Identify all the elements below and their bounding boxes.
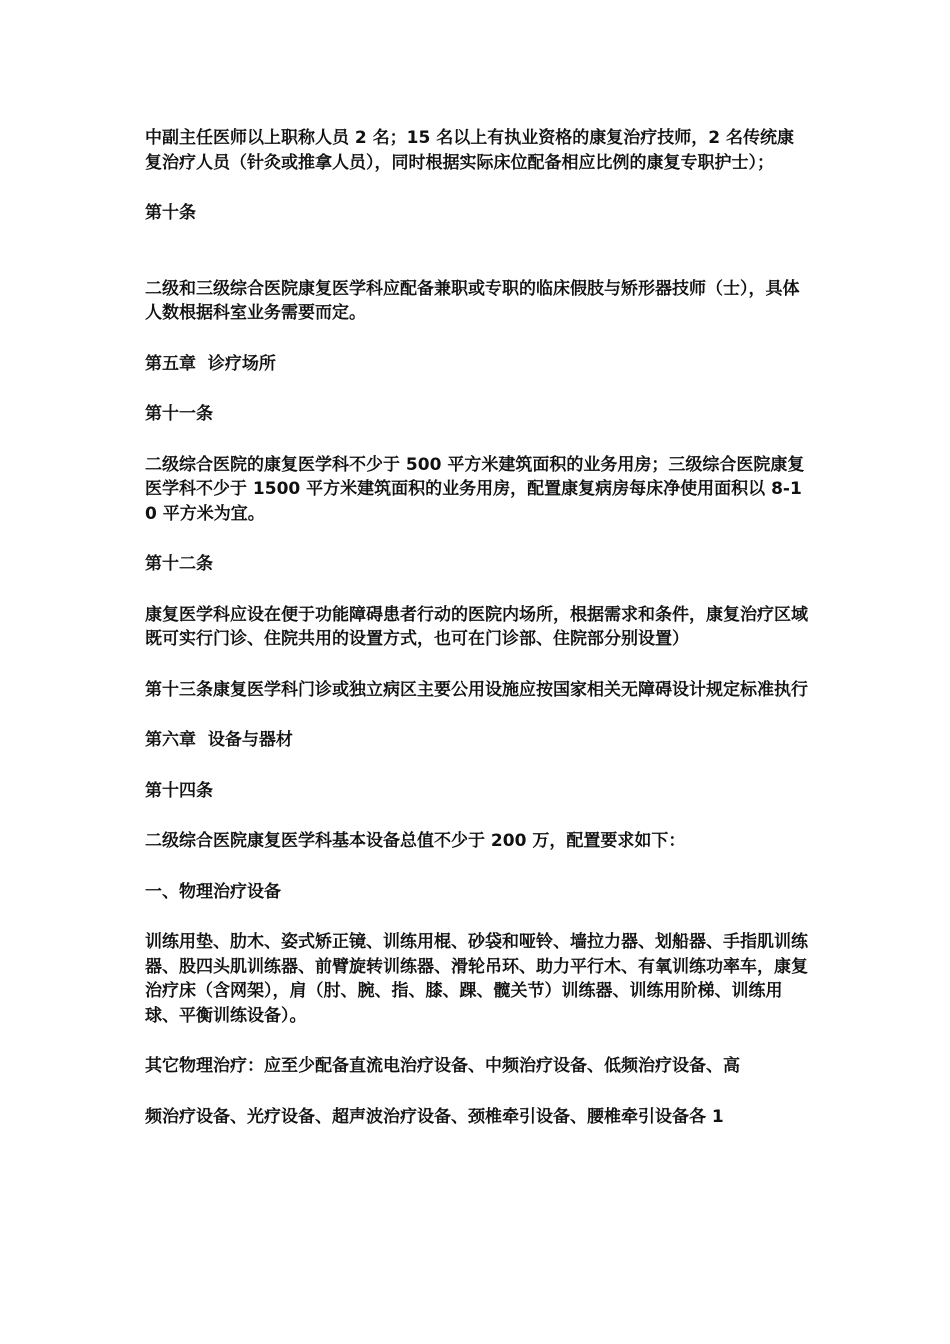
document-body: [145, 126, 810, 1129]
heading-physical-therapy-equipment: 一、物理治疗设备: [145, 881, 281, 902]
paragraph-other-physical-therapy: 其它物理治疗：应至少配备直流电治疗设备、中频治疗设备、低频治疗设备、高: [145, 1056, 740, 1076]
paragraph-floor-area: 二级综合医院的康复医学科不少于 500 平方米建筑面积的业务用房；三级综合医院康复医学科不少于 1500 平方米建筑面积的业务用房，配置康复病房每床净使用面积以 8-10 平方米为宜。: [145, 454, 805, 524]
paragraph-prosthetics-technician: 二级和三级综合医院康复医学科应配备兼职或专职的临床假肢与矫形器技师（士），具体人数根据科室业务需要而定。: [145, 278, 800, 323]
heading-chapter-5: 第五章 诊疗场所: [145, 353, 276, 374]
paragraph-article-13: 第十三条康复医学科门诊或独立病区主要公用设施应按国家相关无障碍设计规定标准执行: [145, 679, 808, 700]
paragraph-equipment-value: 二级综合医院康复医学科基本设备总值不少于 200 万，配置要求如下：: [145, 831, 686, 851]
heading-chapter-6: 第六章 设备与器材: [145, 730, 293, 750]
heading-article-14: 第十四条: [145, 780, 213, 801]
heading-article-12: 第十二条: [145, 554, 213, 574]
paragraph-location: 康复医学科应设在便于功能障碍患者行动的医院内场所，根据需求和条件，康复治疗区域既可实行门诊、住院共用的设置方式，也可在门诊部、住院部分别设置）: [145, 604, 808, 649]
paragraph-training-equipment-list: 训练用垫、肋木、姿式矫正镜、训练用棍、砂袋和哑铃、墙拉力器、划船器、手指肌训练器、股四头肌训练器、前臂旋转训练器、滑轮吊环、助力平行木、有氧训练功率车，康复治疗床（含网架），肩（肘、腕、指、膝、踝、髋关节）训练器、训练用阶梯、训练用球、平衡训练设备）。: [145, 932, 808, 1026]
heading-article-11: 第十一条: [145, 404, 213, 424]
paragraph-therapy-devices: 频治疗设备、光疗设备、超声波治疗设备、颈椎牵引设备、腰椎牵引设备各 1: [145, 1106, 724, 1127]
paragraph-staffing-continued: 中副主任医师以上职称人员 2 名；15 名以上有执业资格的康复治疗技师，2 名传统康复治疗人员（针灸或推拿人员），同时根据实际床位配备相应比例的康复专职护士）；: [145, 128, 794, 173]
heading-article-10: 第十条: [145, 203, 196, 223]
